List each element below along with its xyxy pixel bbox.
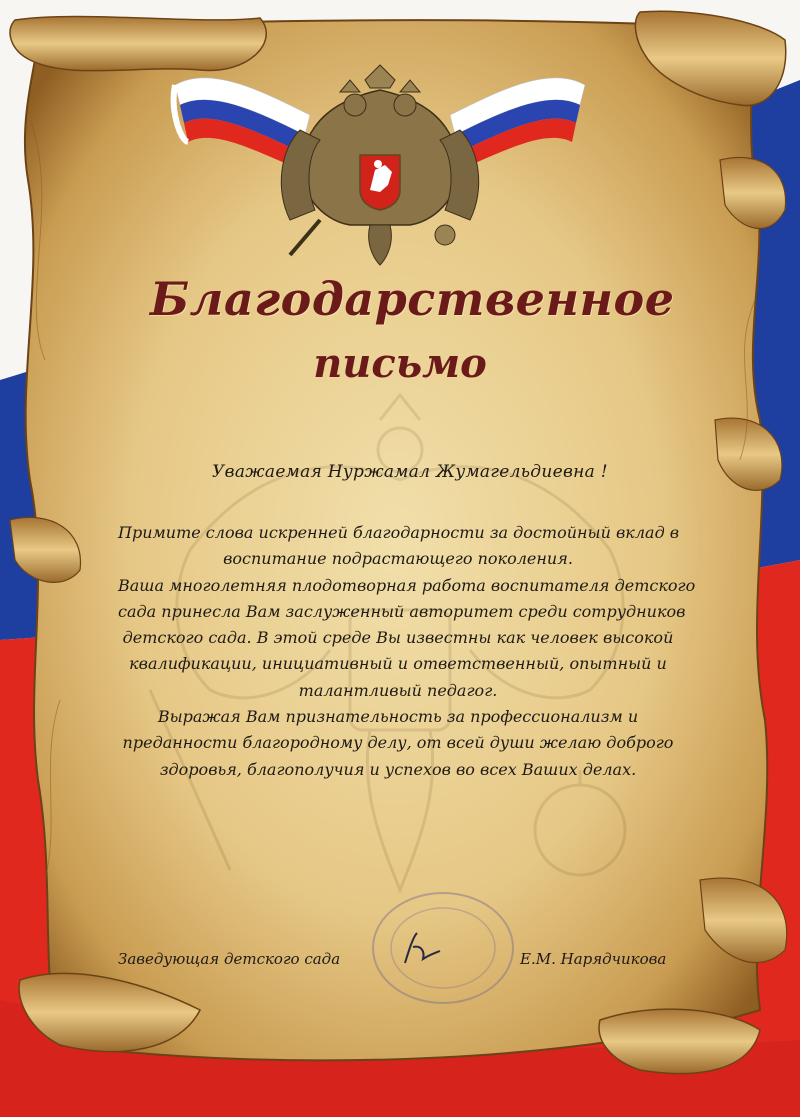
body-line: Примите слова искренней благодарности за достойный вклад в — [118, 523, 680, 542]
body-line: Ваша многолетняя плодотворная работа воспитателя детского — [118, 575, 696, 595]
signatory-position: Заведующая детского сада — [118, 950, 341, 968]
body-line: сада принесла Вам заслуженный авторитет среди сотрудников — [118, 601, 686, 621]
body-line: талантливый педагог. — [298, 680, 498, 700]
body-line: здоровья, благополучия и успехов во всех Ваших делах. — [159, 759, 637, 779]
letter-body — [118, 520, 696, 783]
body-line: Выражая Вам признательность за профессионализм и — [157, 707, 639, 727]
title-line-2: письмо — [313, 340, 487, 387]
title-line-1: Благодарственное — [150, 272, 675, 326]
body-line: квалификации, инициативный и ответственный, опытный и — [129, 654, 667, 674]
body-line: преданности благородному делу, от всей души желаю доброго — [122, 733, 674, 753]
salutation: Уважаемая Нуржамал Жумагельдиевна ! — [212, 462, 608, 482]
body-line: воспитание подрастающего поколения. — [223, 549, 573, 569]
signatory-name: Е.М. Нарядчикова — [520, 950, 667, 968]
body-line: детского сада. В этой среде Вы известны как человек высокой — [122, 628, 674, 648]
